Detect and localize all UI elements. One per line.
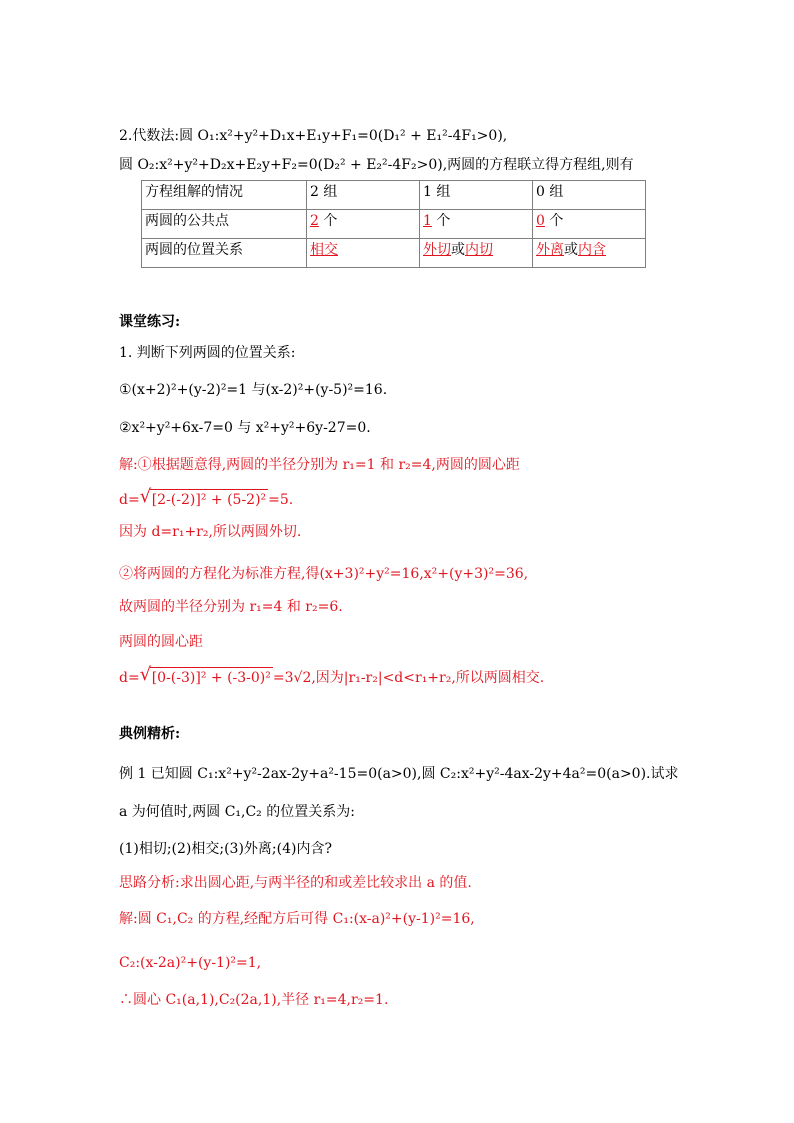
- text: d=: [119, 492, 140, 508]
- table-cell: [307, 210, 420, 239]
- sqrt: [139, 664, 273, 688]
- table-cell: [533, 239, 646, 268]
- equation: O₂:x²+y²+D₂x+E₂y+F₂=0(D₂² + E₂²-4F₂>0): [137, 157, 443, 173]
- text: =3√2,因为|r₁-r₂|<d<r₁+r₂,所以两圆相交.: [272, 670, 545, 686]
- unit: 个: [431, 213, 451, 229]
- solution-line: ∴圆心 C₁(a,1),C₂(2a,1),半径 r₁=4,r₂=1.: [119, 992, 389, 1008]
- table-row: [142, 181, 646, 210]
- or-word: 或: [451, 242, 465, 258]
- algebra-line-1: [119, 126, 507, 146]
- answer: 内切: [465, 242, 493, 258]
- radicand: [2-(-2)]² + (5-2)²: [150, 489, 268, 510]
- solution-line: ②将两圆的方程化为标准方程,得(x+3)²+y²=16,x²+(y+3)²=36,: [119, 566, 529, 582]
- answer: 相交: [310, 242, 338, 258]
- analysis-line: 思路分析:求出圆心距,与两半径的和或差比较求出 a 的值.: [119, 875, 472, 891]
- radical-sign: √: [139, 664, 152, 685]
- answer: 1: [423, 213, 432, 229]
- answer: 内含: [578, 242, 606, 258]
- unit: 个: [544, 213, 564, 229]
- table-cell: 0 组: [533, 181, 646, 210]
- equation: O₁:x²+y²+D₁x+E₁y+F₁=0(D₁² + E₁²-4F₁>0),: [197, 128, 508, 144]
- table-cell: 2 组: [307, 181, 420, 210]
- text: 2.代数法:圆: [119, 128, 198, 144]
- table-cell: [307, 239, 420, 268]
- practice-item-2: ②x²+y²+6x-7=0 与 x²+y²+6y-27=0.: [119, 420, 371, 436]
- table-cell: [420, 239, 533, 268]
- radicand: [0-(-3)]² + (-3-0)²: [150, 667, 273, 688]
- table-cell: [533, 210, 646, 239]
- solution-line: 因为 d=r₁+r₂,所以两圆外切.: [119, 524, 302, 540]
- solution-line: 解:①根据题意得,两圆的半径分别为 r₁=1 和 r₂=4,两圆的圆心距: [119, 457, 520, 473]
- answer: 外离: [536, 242, 564, 258]
- table-cell: 1 组: [420, 181, 533, 210]
- table-row: [142, 210, 646, 239]
- solution-line: [119, 664, 545, 688]
- practice-question: 1. 判断下列两圆的位置关系:: [119, 345, 296, 361]
- table-cell: 两圆的位置关系: [142, 239, 307, 268]
- relation-table: [141, 180, 646, 268]
- solution-line: C₂:(x-2a)²+(y-1)²=1,: [119, 955, 262, 971]
- text: ,两圆的方程联立得方程组,则有: [442, 157, 634, 173]
- table-cell: 两圆的公共点: [142, 210, 307, 239]
- solution-line: [119, 486, 294, 510]
- radical-sign: √: [139, 486, 152, 507]
- table-row: [142, 239, 646, 268]
- answer: 2: [310, 213, 319, 229]
- example-line: a 为何值时,两圆 C₁,C₂ 的位置关系为:: [119, 804, 355, 820]
- answer: 外切: [423, 242, 451, 258]
- table-cell: 方程组解的情况: [142, 181, 307, 210]
- answer: 0: [536, 213, 545, 229]
- unit: 个: [318, 213, 338, 229]
- solution-line: 解:圆 C₁,C₂ 的方程,经配方后可得 C₁:(x-a)²+(y-1)²=16,: [119, 911, 475, 927]
- table-cell: [420, 210, 533, 239]
- text: d=: [119, 670, 140, 686]
- practice-item-1: ①(x+2)²+(y-2)²=1 与(x-2)²+(y-5)²=16.: [119, 382, 388, 398]
- solution-line: 两圆的圆心距: [119, 634, 203, 650]
- example-heading: 典例精析:: [119, 726, 181, 742]
- text: =5.: [268, 492, 294, 508]
- example-line: (1)相切;(2)相交;(3)外离;(4)内含?: [119, 841, 332, 857]
- sqrt: [139, 486, 268, 510]
- algebra-line-2: [119, 155, 634, 175]
- solution-line: 故两圆的半径分别为 r₁=4 和 r₂=6.: [119, 599, 343, 615]
- practice-heading: 课堂练习:: [119, 314, 181, 330]
- text: 圆: [119, 157, 138, 173]
- or-word: 或: [564, 242, 578, 258]
- example-line: 例 1 已知圆 C₁:x²+y²-2ax-2y+a²-15=0(a>0),圆 C₂:x²+y²-4ax-2y+4a²=0(a>0).试求: [119, 766, 679, 782]
